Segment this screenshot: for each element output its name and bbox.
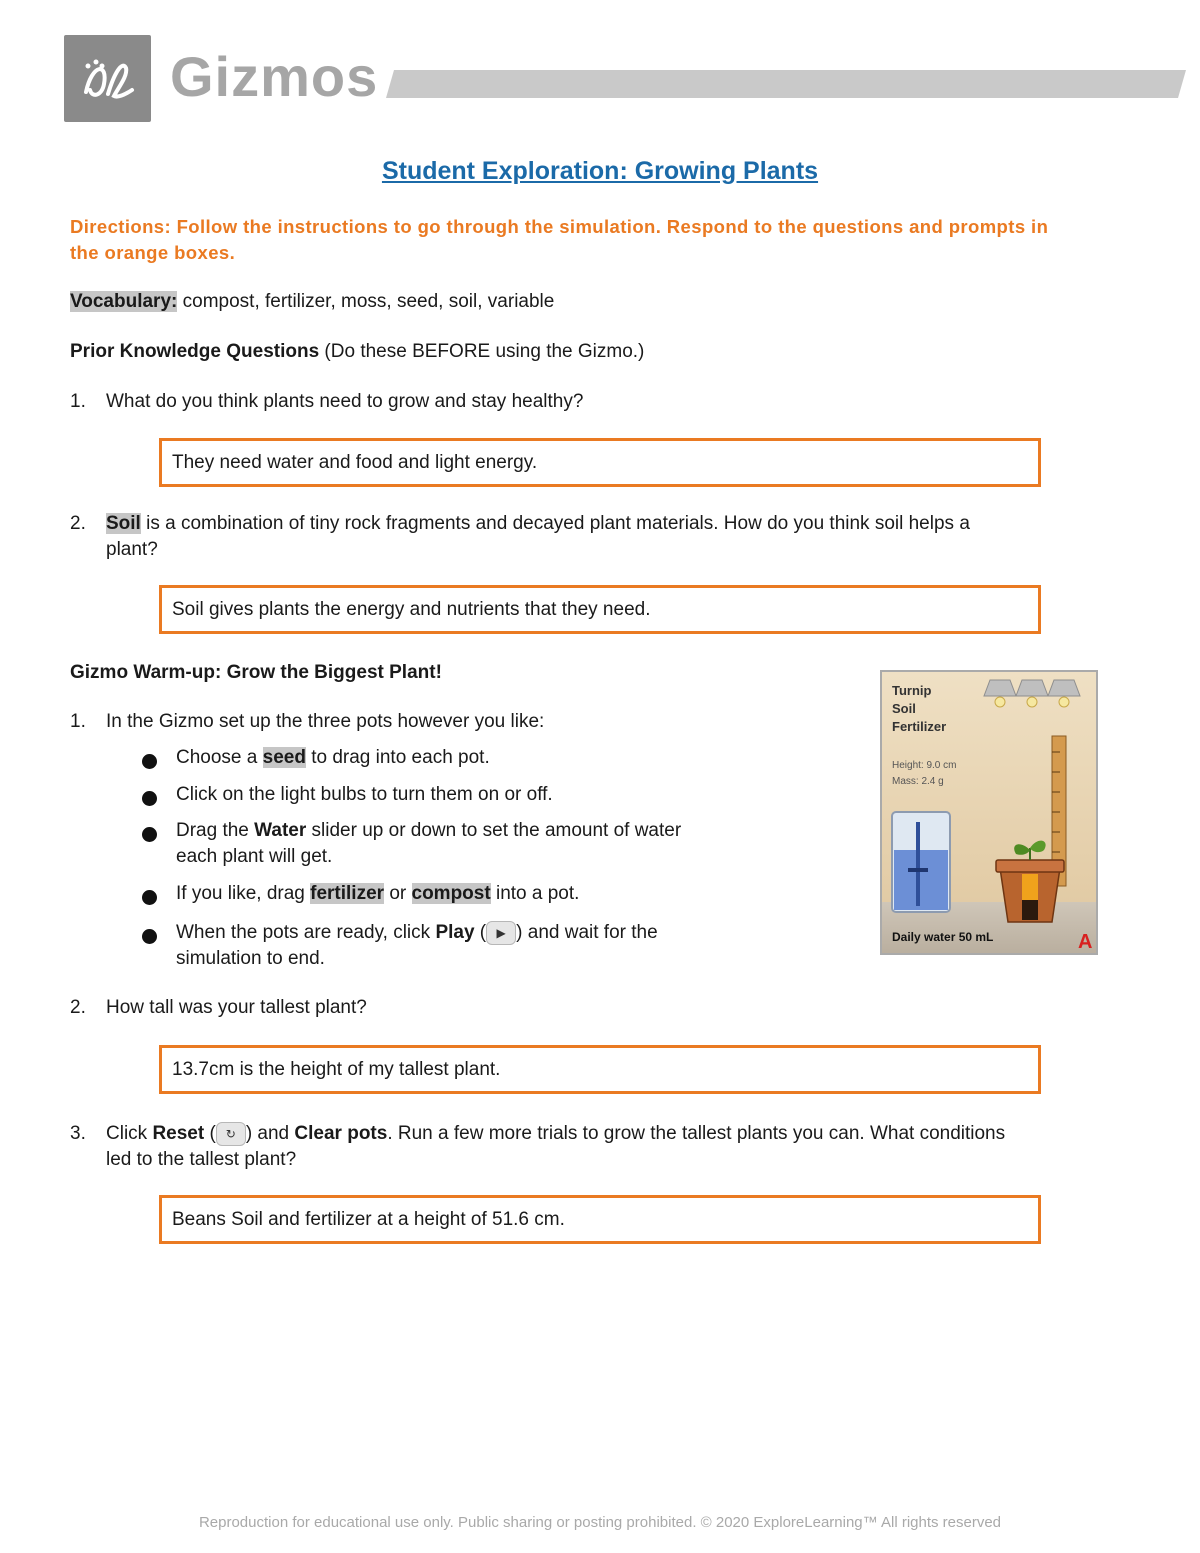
page-title: Student Exploration: Growing Plants bbox=[381, 157, 819, 185]
bullet-icon bbox=[142, 929, 157, 944]
prior-q1-answer-box[interactable] bbox=[159, 438, 1041, 487]
prior-knowledge-heading: Prior Knowledge Questions (Do these BEFORE using the Gizmo.) bbox=[70, 341, 645, 362]
bullet-icon bbox=[142, 890, 157, 905]
warmup-q3-text: Click Reset ( ↻ ) and Clear pots. Run a few more trials to grow the tallest plants you can. What conditions led to the tallest plant? bbox=[106, 1123, 1006, 1170]
bullet-play: When the pots are ready, click Play ( ▶ ) and wait for the simulation to end. bbox=[176, 922, 658, 969]
footer: Reproduction for educational use only. Public sharing or posting prohibited. © 2020 ExploreLearning™ All rights reserved bbox=[198, 1514, 1002, 1531]
gizmo-mass: Mass: 2.4 g bbox=[892, 776, 944, 787]
logo-mark-icon bbox=[78, 54, 138, 104]
bullet-fertilizer: If you like, drag fertilizer or compost into a pot. bbox=[176, 883, 580, 904]
warmup-heading: Gizmo Warm-up: Grow the Biggest Plant! bbox=[70, 662, 442, 683]
gizmo-fertilizer-label: Fertilizer bbox=[892, 719, 947, 734]
warmup-q2-answer-box[interactable] bbox=[159, 1045, 1041, 1094]
warmup-q2-text: How tall was your tallest plant? bbox=[106, 997, 367, 1018]
warmup-q1-text: In the Gizmo set up the three pots however you like: bbox=[106, 711, 545, 732]
vocabulary-label: Vocabulary: bbox=[70, 291, 178, 312]
gizmo-daily-water: Daily water 50 mL bbox=[892, 930, 994, 944]
bullet-icon bbox=[142, 827, 157, 842]
prior-q1-answer: They need water and food and light energy. bbox=[172, 451, 538, 473]
bullet-icon bbox=[142, 791, 157, 806]
prior-q1-text: What do you think plants need to grow and stay healthy? bbox=[106, 391, 584, 412]
gizmo-soil-label: Soil bbox=[892, 701, 916, 716]
logo-wordmark: Gizmos bbox=[170, 45, 379, 108]
prior-q2-text: Soil is a combination of tiny rock fragments and decayed plant materials. How do you think soil helps a plant? bbox=[106, 513, 970, 560]
bullet-water-slider: Drag the Water slider up or down to set the amount of water each plant will get. bbox=[176, 820, 682, 867]
warmup-q2-number: 2. bbox=[70, 997, 86, 1018]
gizmo-scene-icon bbox=[882, 672, 1098, 955]
vocabulary-terms: compost, fertilizer, moss, seed, soil, variable bbox=[177, 291, 555, 312]
bullet-light-bulbs: Click on the light bulbs to turn them on or off. bbox=[176, 784, 553, 805]
header-bar bbox=[386, 70, 1186, 98]
warmup-q3-answer-box[interactable] bbox=[159, 1195, 1041, 1244]
play-icon: ▶ bbox=[486, 921, 516, 945]
gizmo-screenshot bbox=[880, 670, 1098, 955]
prior-q1-number: 1. bbox=[70, 391, 86, 412]
prior-q2-answer-box[interactable] bbox=[159, 585, 1041, 634]
warmup-q1-number: 1. bbox=[70, 711, 86, 732]
bullet-choose-seed: Choose a seed to drag into each pot. bbox=[176, 747, 490, 768]
warmup-q3-answer: Beans Soil and fertilizer at a height of 51.6 cm. bbox=[172, 1208, 565, 1230]
gizmos-logo bbox=[64, 35, 151, 122]
vocabulary-line bbox=[70, 289, 554, 315]
warmup-q3-number: 3. bbox=[70, 1123, 86, 1144]
gizmo-seed-label: Turnip bbox=[892, 683, 932, 698]
prior-q2-number: 2. bbox=[70, 513, 86, 534]
gizmo-height: Height: 9.0 cm bbox=[892, 760, 957, 771]
prior-q2-answer: Soil gives plants the energy and nutrients that they need. bbox=[172, 598, 651, 620]
gizmo-pot-label: A bbox=[1078, 931, 1093, 953]
bullet-icon bbox=[142, 754, 157, 769]
directions: Directions: Follow the instructions to go through the simulation. Respond to the questions and prompts in the orange boxes. bbox=[70, 216, 1049, 263]
reset-icon: ↻ bbox=[216, 1122, 246, 1146]
warmup-q2-answer: 13.7cm is the height of my tallest plant. bbox=[172, 1058, 501, 1080]
